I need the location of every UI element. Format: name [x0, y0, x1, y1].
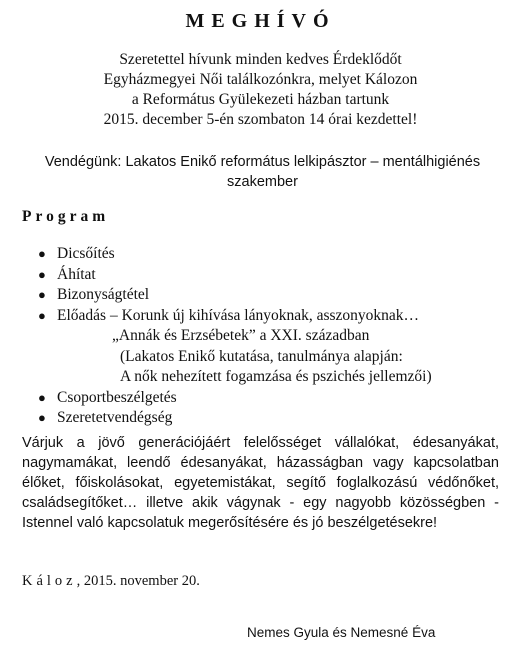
audience-line: élőket, főiskolásokat, egyetemistákat, segítő foglalkozású védőnőket, [22, 475, 499, 491]
program-item [38, 408, 521, 429]
program-item-label: Dicsőítés [57, 245, 115, 262]
intro-paragraph [0, 50, 521, 130]
program-item [38, 306, 521, 327]
audience-paragraph [22, 433, 499, 533]
lecture-note: (Lakatos Enikő kutatása, tanulmánya alapján: [120, 347, 403, 365]
program-item-label: Csoportbeszélgetés [57, 388, 177, 406]
program-item [38, 244, 521, 265]
program-heading: Program [22, 208, 110, 225]
bullet-icon: ● [38, 410, 46, 425]
program-item-label: Áhítat [57, 265, 96, 283]
program-item [38, 285, 521, 306]
intro-line: a Református Gyülekezeti házban tartunk [131, 91, 390, 108]
signature: Nemes Gyula és Nemesné Éva [247, 625, 436, 640]
audience-line: nagymamákat, leendő édesanyákat, házasságban vagy kapcsolatban [22, 455, 499, 471]
program-item-label: Bizonyságtétel [57, 286, 150, 303]
bullet-icon: ● [38, 287, 46, 302]
place-name: Káloz [22, 573, 77, 589]
guest-line: Vendégünk: Lakatos Enikő református lelkipásztor – mentálhigiénés [44, 154, 481, 170]
place-date [22, 573, 200, 590]
program-item [38, 265, 521, 286]
program-list [22, 244, 521, 429]
audience-line: családsegítőket… illetve akik vágynak - egy nagyobb közösségben - [22, 495, 499, 511]
lecture-note: A nők nehezített fogamzása és pszichés jellemzői) [120, 368, 432, 385]
invitation-title: MEGHÍVÓ [185, 10, 336, 32]
audience-line: Várjuk a jövő generációjáért felelősséget vállalókat, édesanyákat, [22, 435, 499, 451]
guest-paragraph [20, 152, 505, 192]
date-text: , 2015. november 20. [76, 573, 200, 589]
bullet-icon: ● [38, 246, 46, 261]
program-item [38, 388, 521, 409]
program-item-label: Előadás – Korunk új kihívása lányoknak, asszonyoknak… [57, 306, 420, 324]
intro-line: Szeretettel hívunk minden kedves Érdeklődőt [119, 51, 402, 68]
guest-line: szakember [227, 174, 298, 190]
lecture-subtitle: „Annák és Erzsébetek” a XXI. században [112, 327, 370, 344]
audience-line: Istennel való kapcsolatuk megerősítésére és jó beszélgetésekre! [22, 515, 438, 531]
bullet-icon: ● [38, 389, 46, 405]
intro-line: 2015. december 5-én szombaton 14 órai kezdettel! [103, 111, 418, 128]
program-item-label: Szeretetvendégség [57, 409, 173, 426]
bullet-icon: ● [38, 266, 46, 282]
bullet-icon: ● [38, 307, 46, 323]
intro-line: Egyházmegyei Női találkozónkra, melyet Kálozon [103, 71, 418, 88]
